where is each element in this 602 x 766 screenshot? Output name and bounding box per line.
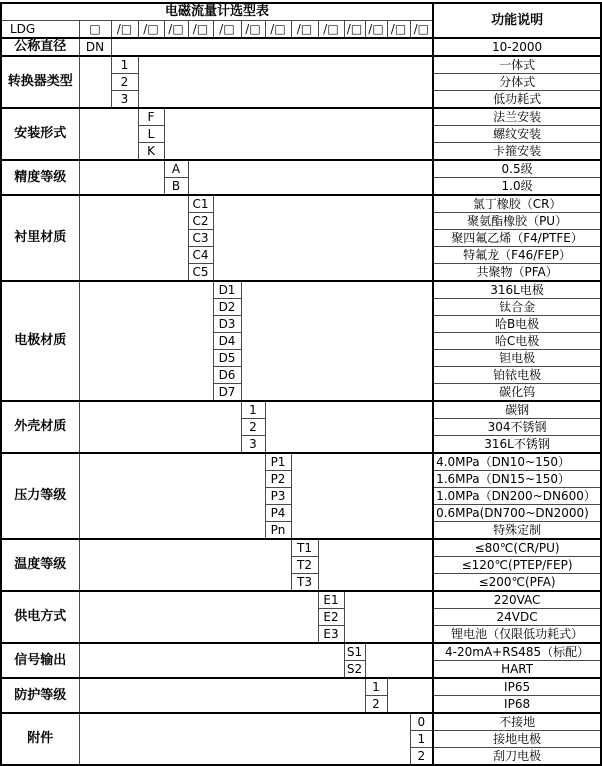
option-desc: 碳钢 (433, 401, 601, 419)
option-desc: 哈B电极 (433, 316, 601, 333)
option-desc: ≤80℃(CR/PU) (433, 539, 601, 557)
option-code: D3 (213, 316, 241, 333)
option-desc: 特氟龙（F46/FEP） (433, 247, 601, 264)
option-desc: 聚氨酯橡胶（PU） (433, 213, 601, 230)
option-code: P1 (265, 453, 291, 471)
option-code: D7 (213, 384, 241, 402)
option-code: C3 (188, 230, 213, 247)
option-code: C2 (188, 213, 213, 230)
option-desc: 法兰安装 (433, 108, 601, 126)
category-label: 电极材质 (1, 281, 79, 401)
category-label: 压力等级 (1, 453, 79, 539)
option-desc: 低功耗式 (433, 91, 601, 109)
option-code: Pn (265, 522, 291, 540)
option-desc: 304不锈钢 (433, 419, 601, 436)
slash-digit-box: /□ (365, 21, 387, 39)
spacer-cell (265, 401, 433, 453)
option-code: A (164, 160, 188, 178)
option-desc: 共聚物（PFA） (433, 264, 601, 282)
option-code: 1 (410, 731, 433, 748)
option-desc: 220VAC (433, 591, 601, 609)
slash-digit-box: /□ (241, 21, 265, 39)
option-code: D2 (213, 299, 241, 316)
spacer-cell (164, 108, 433, 160)
option-code: E2 (318, 609, 344, 626)
model-prefix-cell: LDG (1, 21, 79, 39)
option-desc: 铂铱电极 (433, 367, 601, 384)
option-code: D6 (213, 367, 241, 384)
option-desc: 0.5级 (433, 160, 601, 178)
slash-digit-box: /□ (188, 21, 213, 39)
category-label: 精度等级 (1, 160, 79, 195)
option-code: 2 (365, 696, 387, 714)
spacer-cell (79, 401, 241, 453)
category-label: 外壳材质 (1, 401, 79, 453)
spacer-cell (79, 453, 265, 539)
option-desc: 锂电池（仅限低功耗式） (433, 626, 601, 644)
option-code: C1 (188, 195, 213, 213)
category-label: 供电方式 (1, 591, 79, 643)
option-code: F (138, 108, 164, 126)
option-desc: 不接地 (433, 713, 601, 731)
option-desc: IP65 (433, 678, 601, 696)
spacer-cell (138, 56, 433, 108)
spacer-cell (188, 160, 433, 195)
spacer-cell (79, 56, 111, 108)
option-desc: 1.0级 (433, 178, 601, 196)
option-desc: 卡箍安装 (433, 143, 601, 161)
option-desc: 1.6MPa（DN15~150） (433, 471, 601, 488)
option-desc: 接地电极 (433, 731, 601, 748)
slash-digit-box: /□ (138, 21, 164, 39)
spacer-cell (213, 195, 433, 281)
slash-digit-box: /□ (111, 21, 138, 39)
option-desc: ≤120℃(PTEP/FEP) (433, 557, 601, 574)
option-desc: 316L电极 (433, 281, 601, 299)
spacer-cell (111, 38, 433, 56)
option-code: C5 (188, 264, 213, 282)
category-label: 防护等级 (1, 678, 79, 713)
spacer-cell (344, 591, 433, 643)
option-desc: 一体式 (433, 56, 601, 74)
option-desc: HART (433, 661, 601, 679)
option-desc: 分体式 (433, 74, 601, 91)
option-desc: 1.0MPa（DN200~DN600） (433, 488, 601, 505)
option-code: 0 (410, 713, 433, 731)
category-label: 转换器类型 (1, 56, 79, 108)
category-label: 温度等级 (1, 539, 79, 591)
option-code: D1 (213, 281, 241, 299)
option-code: P4 (265, 505, 291, 522)
slash-digit-box: /□ (318, 21, 344, 39)
slash-digit-box: /□ (164, 21, 188, 39)
digit-box: □ (79, 21, 111, 39)
option-desc: 特殊定制 (433, 522, 601, 540)
spacer-cell (79, 281, 213, 401)
slash-digit-box: /□ (265, 21, 291, 39)
option-code: 1 (111, 56, 138, 74)
category-label: 安装形式 (1, 108, 79, 160)
option-desc: 0.6MPa(DN700~DN2000) (433, 505, 601, 522)
table-title: 电磁流量计选型表 (1, 3, 433, 21)
option-code: DN (79, 38, 111, 56)
option-desc: 钽电极 (433, 350, 601, 367)
option-code: E1 (318, 591, 344, 609)
option-code: K (138, 143, 164, 161)
spacer-cell (79, 713, 410, 765)
category-label: 公称直径 (1, 38, 79, 56)
option-code: 3 (111, 91, 138, 109)
option-code: L (138, 126, 164, 143)
flowmeter-selection-table (0, 2, 602, 766)
option-code: E3 (318, 626, 344, 644)
spacer-cell (387, 678, 433, 713)
option-desc: 4-20mA+RS485（标配） (433, 643, 601, 661)
option-code: D4 (213, 333, 241, 350)
slash-digit-box: /□ (344, 21, 365, 39)
spacer-cell (318, 539, 433, 591)
spacer-cell (241, 281, 433, 401)
option-desc: 螺纹安装 (433, 126, 601, 143)
slash-digit-box: /□ (387, 21, 410, 39)
spacer-cell (79, 539, 291, 591)
option-desc: 4.0MPa（DN10~150） (433, 453, 601, 471)
spacer-cell (79, 108, 138, 160)
option-code: 1 (241, 401, 265, 419)
option-code: S1 (344, 643, 365, 661)
option-code: C4 (188, 247, 213, 264)
option-code: 1 (365, 678, 387, 696)
option-code: B (164, 178, 188, 196)
option-desc: 24VDC (433, 609, 601, 626)
spacer-cell (79, 195, 188, 281)
option-code: P2 (265, 471, 291, 488)
option-code: T1 (291, 539, 318, 557)
option-code: 2 (410, 748, 433, 766)
function-column-header: 功能说明 (433, 3, 601, 38)
selection-table-sheet (0, 2, 600, 763)
option-code: P3 (265, 488, 291, 505)
spacer-cell (365, 643, 433, 678)
option-desc: 碳化钨 (433, 384, 601, 402)
option-desc: 刮刀电极 (433, 748, 601, 766)
category-label: 衬里材质 (1, 195, 79, 281)
option-code: 2 (241, 419, 265, 436)
slash-digit-box: /□ (213, 21, 241, 39)
option-desc: 钛合金 (433, 299, 601, 316)
spacer-cell (79, 591, 318, 643)
slash-digit-box: /□ (410, 21, 433, 39)
option-code: T3 (291, 574, 318, 592)
category-label: 信号输出 (1, 643, 79, 678)
option-desc: 聚四氟乙烯（F4/PTFE） (433, 230, 601, 247)
option-desc: 氯丁橡胶（CR） (433, 195, 601, 213)
option-code: 3 (241, 436, 265, 454)
option-code: S2 (344, 661, 365, 679)
spacer-cell (79, 678, 365, 713)
option-code: 2 (111, 74, 138, 91)
option-desc: 哈C电极 (433, 333, 601, 350)
slash-digit-box: /□ (291, 21, 318, 39)
spacer-cell (79, 160, 164, 195)
option-code: D5 (213, 350, 241, 367)
spacer-cell (79, 643, 344, 678)
option-desc: ≤200℃(PFA) (433, 574, 601, 592)
option-desc: IP68 (433, 696, 601, 714)
option-desc: 10-2000 (433, 38, 601, 56)
option-desc: 316L不锈钢 (433, 436, 601, 454)
option-code: T2 (291, 557, 318, 574)
category-label: 附件 (1, 713, 79, 765)
spacer-cell (291, 453, 433, 539)
